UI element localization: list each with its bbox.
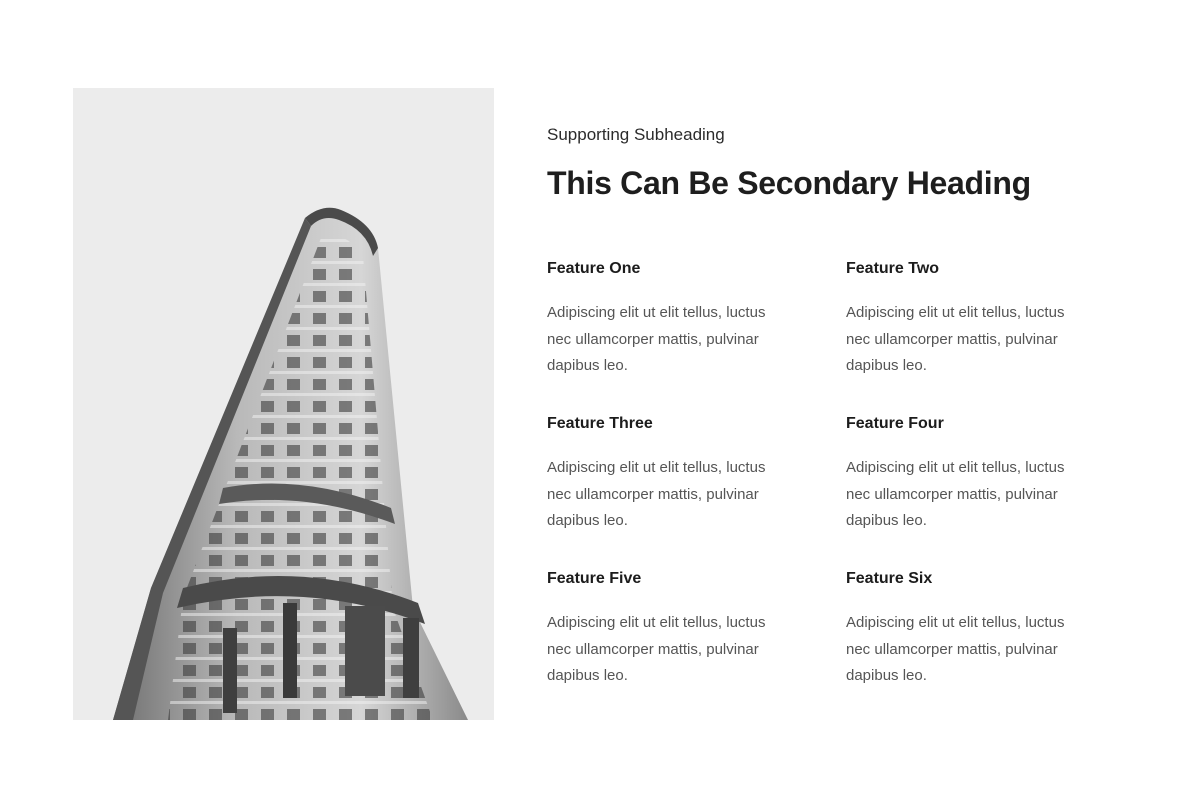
feature-description: Adipiscing elit ut elit tellus, luctus nec ullamcorper mattis, pulvinar dapibus leo. xyxy=(846,304,1065,374)
feature-title: Feature One xyxy=(547,260,641,277)
feature-card xyxy=(846,413,1086,535)
feature-card xyxy=(547,413,787,535)
section-heading: This Can Be Secondary Heading xyxy=(547,165,1031,201)
feature-description: Adipiscing elit ut elit tellus, luctus nec ullamcorper mattis, pulvinar dapibus leo. xyxy=(547,459,766,529)
content-section xyxy=(547,120,1107,684)
feature-card xyxy=(846,568,1086,690)
feature-title: Feature Five xyxy=(547,570,642,587)
feature-description: Adipiscing elit ut elit tellus, luctus nec ullamcorper mattis, pulvinar dapibus leo. xyxy=(547,614,766,684)
feature-description: Adipiscing elit ut elit tellus, luctus nec ullamcorper mattis, pulvinar dapibus leo. xyxy=(846,614,1065,684)
building-image-icon xyxy=(73,88,494,720)
section-subheading: Supporting Subheading xyxy=(547,125,725,144)
feature-card xyxy=(547,568,787,690)
feature-card xyxy=(547,258,787,380)
feature-card xyxy=(846,258,1086,380)
feature-title: Feature Three xyxy=(547,415,653,432)
feature-title: Feature Two xyxy=(846,260,940,277)
building-photo xyxy=(73,88,494,720)
feature-description: Adipiscing elit ut elit tellus, luctus nec ullamcorper mattis, pulvinar dapibus leo. xyxy=(846,459,1065,529)
feature-title: Feature Six xyxy=(846,570,933,587)
feature-description: Adipiscing elit ut elit tellus, luctus nec ullamcorper mattis, pulvinar dapibus leo. xyxy=(547,304,766,374)
feature-title: Feature Four xyxy=(846,415,944,432)
